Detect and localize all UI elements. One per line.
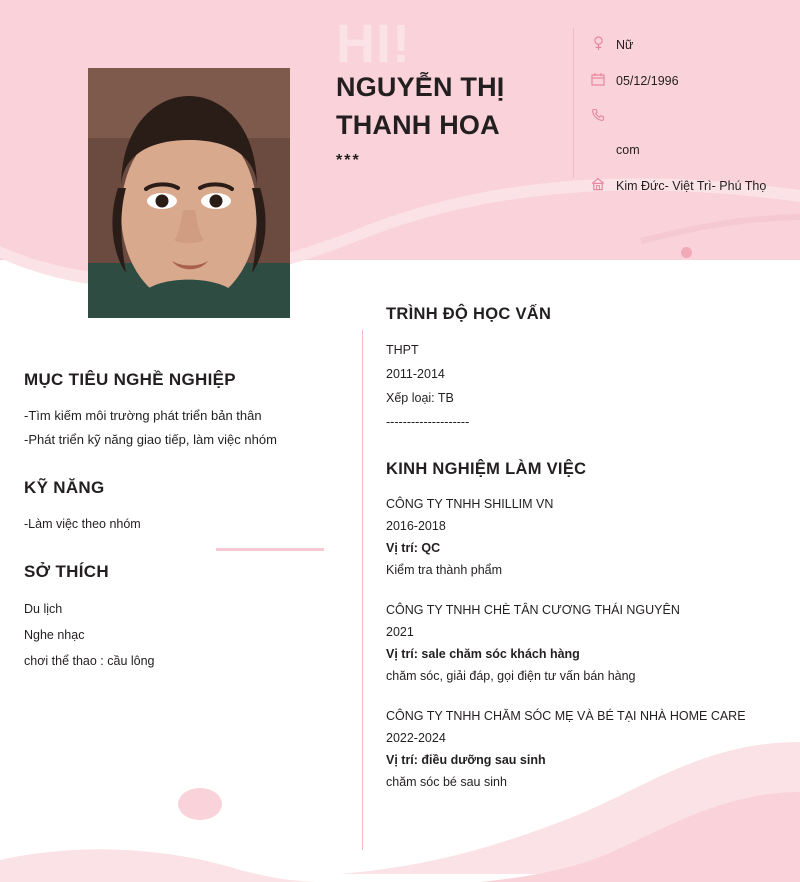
contact-row-address: [590, 177, 795, 194]
experience-company: CÔNG TY TNHH CHĂM SÓC MẸ VÀ BÉ TẠI NHÀ HOME CARE: [386, 709, 746, 723]
experience-item: [386, 493, 781, 581]
calendar-icon: [590, 72, 606, 86]
objective-item: -Phát triển kỹ năng giao tiếp, làm việc nhóm: [24, 432, 277, 447]
experience-position: Vị trí: điều dưỡng sau sinh: [386, 753, 546, 767]
experience-desc: chăm sóc bé sau sinh: [386, 775, 507, 789]
experience-section: [386, 460, 781, 793]
right-column-divider: [362, 330, 363, 850]
full-name-line-1: NGUYỄN THỊ: [336, 72, 505, 102]
experience-position: Vị trí: QC: [386, 541, 441, 555]
experience-years: 2016-2018: [386, 519, 446, 533]
full-name-line-2: THANH HOA: [336, 110, 500, 140]
experience-title: KINH NGHIỆM LÀM VIỆC: [386, 460, 587, 478]
experience-company: CÔNG TY TNHH CHÈ TÂN CƯƠNG THÁI NGUYÊN: [386, 603, 680, 617]
contact-row-phone: [590, 108, 795, 122]
gender-icon: [590, 36, 606, 51]
skills-item: -Làm việc theo nhóm: [24, 517, 141, 531]
experience-desc: Kiểm tra thành phẩm: [386, 563, 503, 577]
contact-birthday-value: 05/12/1996: [616, 74, 679, 88]
hobby-item: Du lịch: [24, 602, 63, 616]
profile-photo: [88, 68, 290, 318]
hobby-title: SỞ THÍCH: [24, 562, 109, 581]
objective-section: [24, 370, 344, 452]
hobby-item: chơi thể thao : cầu lông: [24, 654, 155, 668]
skills-section: [24, 478, 344, 536]
experience-desc: chăm sóc, giải đáp, gọi điện tư vấn bán hàng: [386, 669, 636, 683]
header-vertical-divider: [573, 28, 574, 178]
experience-years: 2022-2024: [386, 731, 446, 745]
stars-separator: ***: [336, 152, 361, 169]
contact-address-value: Kim Đức- Việt Trì- Phú Thọ: [616, 179, 767, 193]
right-column: [386, 305, 781, 819]
phone-icon: [590, 108, 606, 122]
experience-company: CÔNG TY TNHH SHILLIM VN: [386, 497, 554, 511]
contact-row-gender: [590, 36, 795, 53]
experience-item: [386, 705, 781, 793]
contact-gender-value: Nữ: [616, 38, 634, 52]
education-title: TRÌNH ĐỘ HỌC VẤN: [386, 305, 552, 323]
left-column: [24, 370, 344, 700]
decorative-dot: [681, 247, 692, 258]
contact-list: [590, 36, 795, 213]
hobby-item: Nghe nhạc: [24, 628, 85, 642]
contact-email-value: com: [616, 143, 640, 157]
education-section: [386, 305, 781, 434]
skills-accent-rule: [216, 548, 324, 551]
education-grade: Xếp loại: TB: [386, 391, 454, 405]
objective-title: MỤC TIÊU NGHỀ NGHIỆP: [24, 370, 236, 389]
objective-item: -Tìm kiếm môi trường phát triển bản thân: [24, 408, 262, 423]
education-years: 2011-2014: [386, 367, 445, 381]
hobby-section: [24, 562, 344, 674]
education-divider-text: --------------------: [386, 415, 470, 429]
hi-watermark: HI!: [336, 22, 411, 66]
experience-years: 2021: [386, 625, 414, 639]
decorative-ellipse: [178, 788, 222, 820]
home-icon: [590, 177, 606, 191]
contact-row-email: [590, 141, 795, 158]
name-block: [336, 22, 576, 170]
experience-position: Vị trí: sale chăm sóc khách hàng: [386, 647, 580, 661]
experience-item: [386, 599, 781, 687]
education-school: THPT: [386, 343, 419, 357]
skills-title: KỸ NĂNG: [24, 478, 105, 497]
contact-row-birthday: [590, 72, 795, 89]
